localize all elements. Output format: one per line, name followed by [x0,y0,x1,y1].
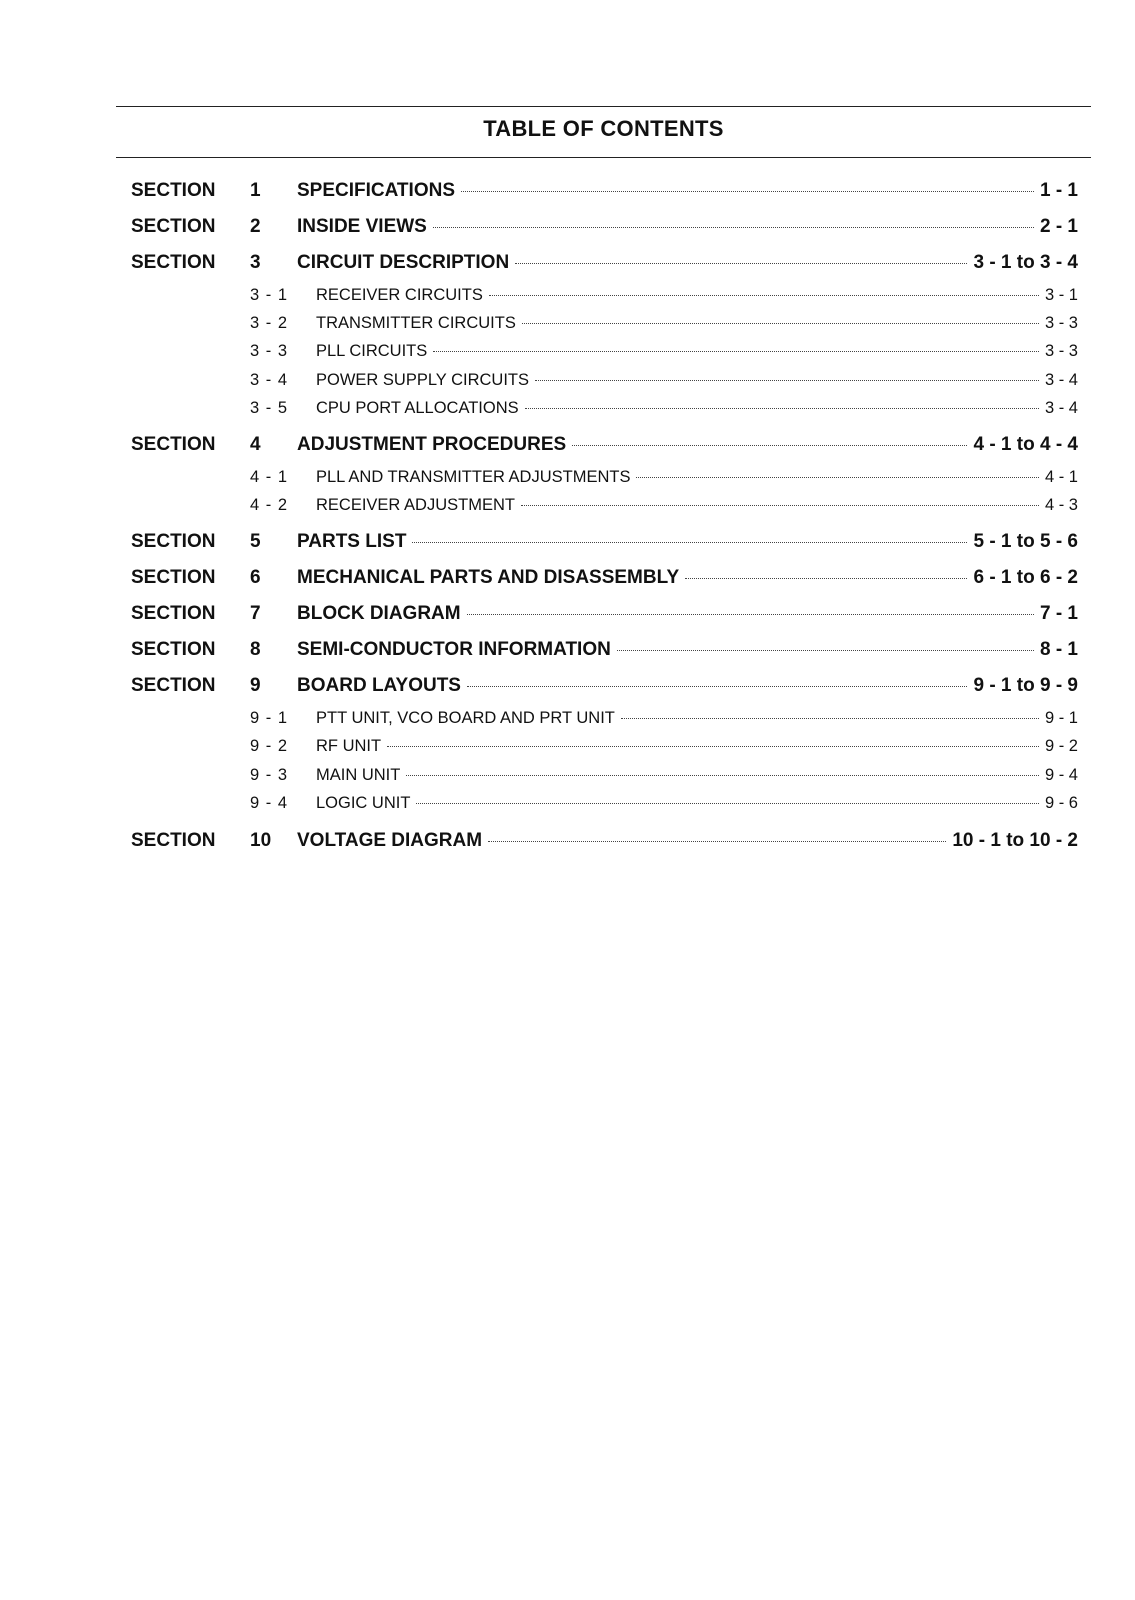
subsection-number: 3 - 2 [250,314,289,332]
toc-page-reference: 10 - 1 to 10 - 2 [952,830,1078,851]
section-number: 9 [250,675,261,696]
toc-leader-line [316,314,1078,333]
toc-subsection-entry[interactable] [0,792,1135,818]
toc-subsection-entry[interactable] [0,466,1135,492]
section-number: 4 [250,434,261,455]
dot-leader [535,380,1039,381]
toc-leader-line [297,567,1078,589]
toc-leader-line [297,434,1078,456]
toc-subsection-entry[interactable] [0,707,1135,733]
section-number: 8 [250,639,261,660]
subsection-number: 3 - 4 [250,371,289,389]
dot-leader [572,445,967,446]
subsection-number: 3 - 1 [250,286,289,304]
toc-section-entry[interactable] [0,529,1135,555]
toc-leader-line [316,737,1078,756]
toc-leader-line [316,766,1078,785]
dot-leader [685,578,967,579]
toc-page-reference: 1 - 1 [1039,180,1078,201]
toc-leader-line [316,399,1078,418]
section-word: SECTION [131,531,216,552]
subsection-number: 9 - 2 [250,737,289,755]
toc-leader-line [316,496,1078,515]
subsection-number: 4 - 2 [250,496,289,514]
section-number: 6 [250,567,261,588]
toc-entry-title: BLOCK DIAGRAM [297,603,461,624]
toc-subsection-entry[interactable] [0,764,1135,790]
section-word: SECTION [131,252,216,273]
toc-page-reference: 4 - 1 [1044,468,1078,486]
section-word: SECTION [131,180,216,201]
dot-leader [636,477,1039,478]
toc-section-entry[interactable] [0,214,1135,240]
toc-page-reference: 9 - 1 to 9 - 9 [973,675,1078,696]
toc-entry-title: MECHANICAL PARTS AND DISASSEMBLY [297,567,680,588]
toc-entry-title: SEMI-CONDUCTOR INFORMATION [297,639,611,660]
toc-subsection-entry[interactable] [0,284,1135,310]
toc-subsection-entry[interactable] [0,312,1135,338]
toc-page-reference: 5 - 1 to 5 - 6 [973,531,1078,552]
toc-leader-line [316,709,1078,728]
dot-leader [433,351,1039,352]
subsection-number: 9 - 4 [250,794,289,812]
toc-leader-line [297,603,1078,625]
toc-section-entry[interactable] [0,601,1135,627]
top-rule [116,106,1091,107]
toc-entry-title: INSIDE VIEWS [297,216,427,237]
dot-leader [617,650,1034,651]
toc-subsection-entry[interactable] [0,735,1135,761]
toc-section-entry[interactable] [0,565,1135,591]
toc-entry-title: PLL AND TRANSMITTER ADJUSTMENTS [316,468,631,486]
dot-leader [387,746,1039,747]
section-number: 3 [250,252,261,273]
toc-section-entry[interactable] [0,637,1135,663]
dot-leader [406,775,1039,776]
toc-page-reference: 3 - 3 [1044,342,1078,360]
toc-leader-line [316,468,1078,487]
section-word: SECTION [131,830,216,851]
toc-entry-title: TRANSMITTER CIRCUITS [316,314,516,332]
toc-page-reference: 9 - 2 [1044,737,1078,755]
toc-entry-title: CIRCUIT DESCRIPTION [297,252,510,273]
dot-leader [412,542,967,543]
toc-page-reference: 3 - 4 [1044,371,1078,389]
toc-entry-title: ADJUSTMENT PROCEDURES [297,434,567,455]
section-word: SECTION [131,216,216,237]
page-title: TABLE OF CONTENTS [483,116,724,141]
section-word: SECTION [131,603,216,624]
subsection-number: 9 - 3 [250,766,289,784]
toc-leader-line [297,216,1078,238]
toc-leader-line [297,830,1078,852]
toc-page-reference: 3 - 3 [1044,314,1078,332]
toc-page-reference: 6 - 1 to 6 - 2 [973,567,1078,588]
toc-leader-line [297,252,1078,274]
subsection-number: 3 - 3 [250,342,289,360]
toc-entry-title: RECEIVER ADJUSTMENT [316,496,515,514]
section-word: SECTION [131,434,216,455]
section-number: 5 [250,531,261,552]
toc-entry-title: PTT UNIT, VCO BOARD AND PRT UNIT [316,709,615,727]
toc-entry-title: RECEIVER CIRCUITS [316,286,483,304]
toc-entry-title: PARTS LIST [297,531,407,552]
toc-subsection-entry[interactable] [0,397,1135,423]
toc-entry-title: BOARD LAYOUTS [297,675,461,696]
dot-leader [433,227,1034,228]
toc-entry-title: MAIN UNIT [316,766,401,784]
toc-entry-title: CPU PORT ALLOCATIONS [316,399,519,417]
toc-leader-line [316,794,1078,813]
toc-leader-line [297,639,1078,661]
toc-section-entry[interactable] [0,673,1135,699]
toc-entry-title: PLL CIRCUITS [316,342,428,360]
toc-leader-line [297,180,1078,202]
toc-page-reference: 2 - 1 [1039,216,1078,237]
toc-entry-title: VOLTAGE DIAGRAM [297,830,483,851]
section-word: SECTION [131,639,216,660]
dot-leader [461,191,1034,192]
toc-entry-title: SPECIFICATIONS [297,180,455,201]
toc-leader-line [316,286,1078,305]
dot-leader [515,263,967,264]
toc-page-reference: 9 - 4 [1044,766,1078,784]
toc-page-reference: 9 - 1 [1044,709,1078,727]
toc-page-reference: 4 - 3 [1044,496,1078,514]
section-number: 1 [250,180,261,201]
dot-leader [489,295,1039,296]
toc-page-reference: 3 - 1 [1044,286,1078,304]
toc-page-reference: 8 - 1 [1039,639,1078,660]
toc-section-entry[interactable] [0,828,1135,854]
dot-leader [467,614,1034,615]
dot-leader [521,505,1039,506]
toc-leader-line [297,675,1078,697]
toc-leader-line [316,371,1078,390]
toc-subsection-entry[interactable] [0,369,1135,395]
toc-page-reference: 4 - 1 to 4 - 4 [973,434,1078,455]
toc-subsection-entry[interactable] [0,340,1135,366]
dot-leader [488,841,946,842]
toc-entry-title: LOGIC UNIT [316,794,411,812]
section-word: SECTION [131,675,216,696]
toc-page-reference: 7 - 1 [1039,603,1078,624]
section-word: SECTION [131,567,216,588]
dot-leader [522,323,1039,324]
toc-section-entry[interactable] [0,178,1135,204]
toc-subsection-entry[interactable] [0,494,1135,520]
toc-page-reference: 3 - 4 [1044,399,1078,417]
toc-entry-title: POWER SUPPLY CIRCUITS [316,371,530,389]
toc-leader-line [316,342,1078,361]
toc-section-entry[interactable] [0,432,1135,458]
toc-section-entry[interactable] [0,250,1135,276]
title-underline-rule [116,157,1091,158]
dot-leader [621,718,1039,719]
subsection-number: 3 - 5 [250,399,289,417]
toc-leader-line [297,531,1078,553]
toc-page-reference: 3 - 1 to 3 - 4 [973,252,1078,273]
subsection-number: 9 - 1 [250,709,289,727]
dot-leader [467,686,967,687]
subsection-number: 4 - 1 [250,468,289,486]
dot-leader [525,408,1039,409]
section-number: 2 [250,216,261,237]
section-number: 10 [250,830,272,851]
toc-entry-title: RF UNIT [316,737,382,755]
toc-page-reference: 9 - 6 [1044,794,1078,812]
section-number: 7 [250,603,261,624]
dot-leader [416,803,1039,804]
